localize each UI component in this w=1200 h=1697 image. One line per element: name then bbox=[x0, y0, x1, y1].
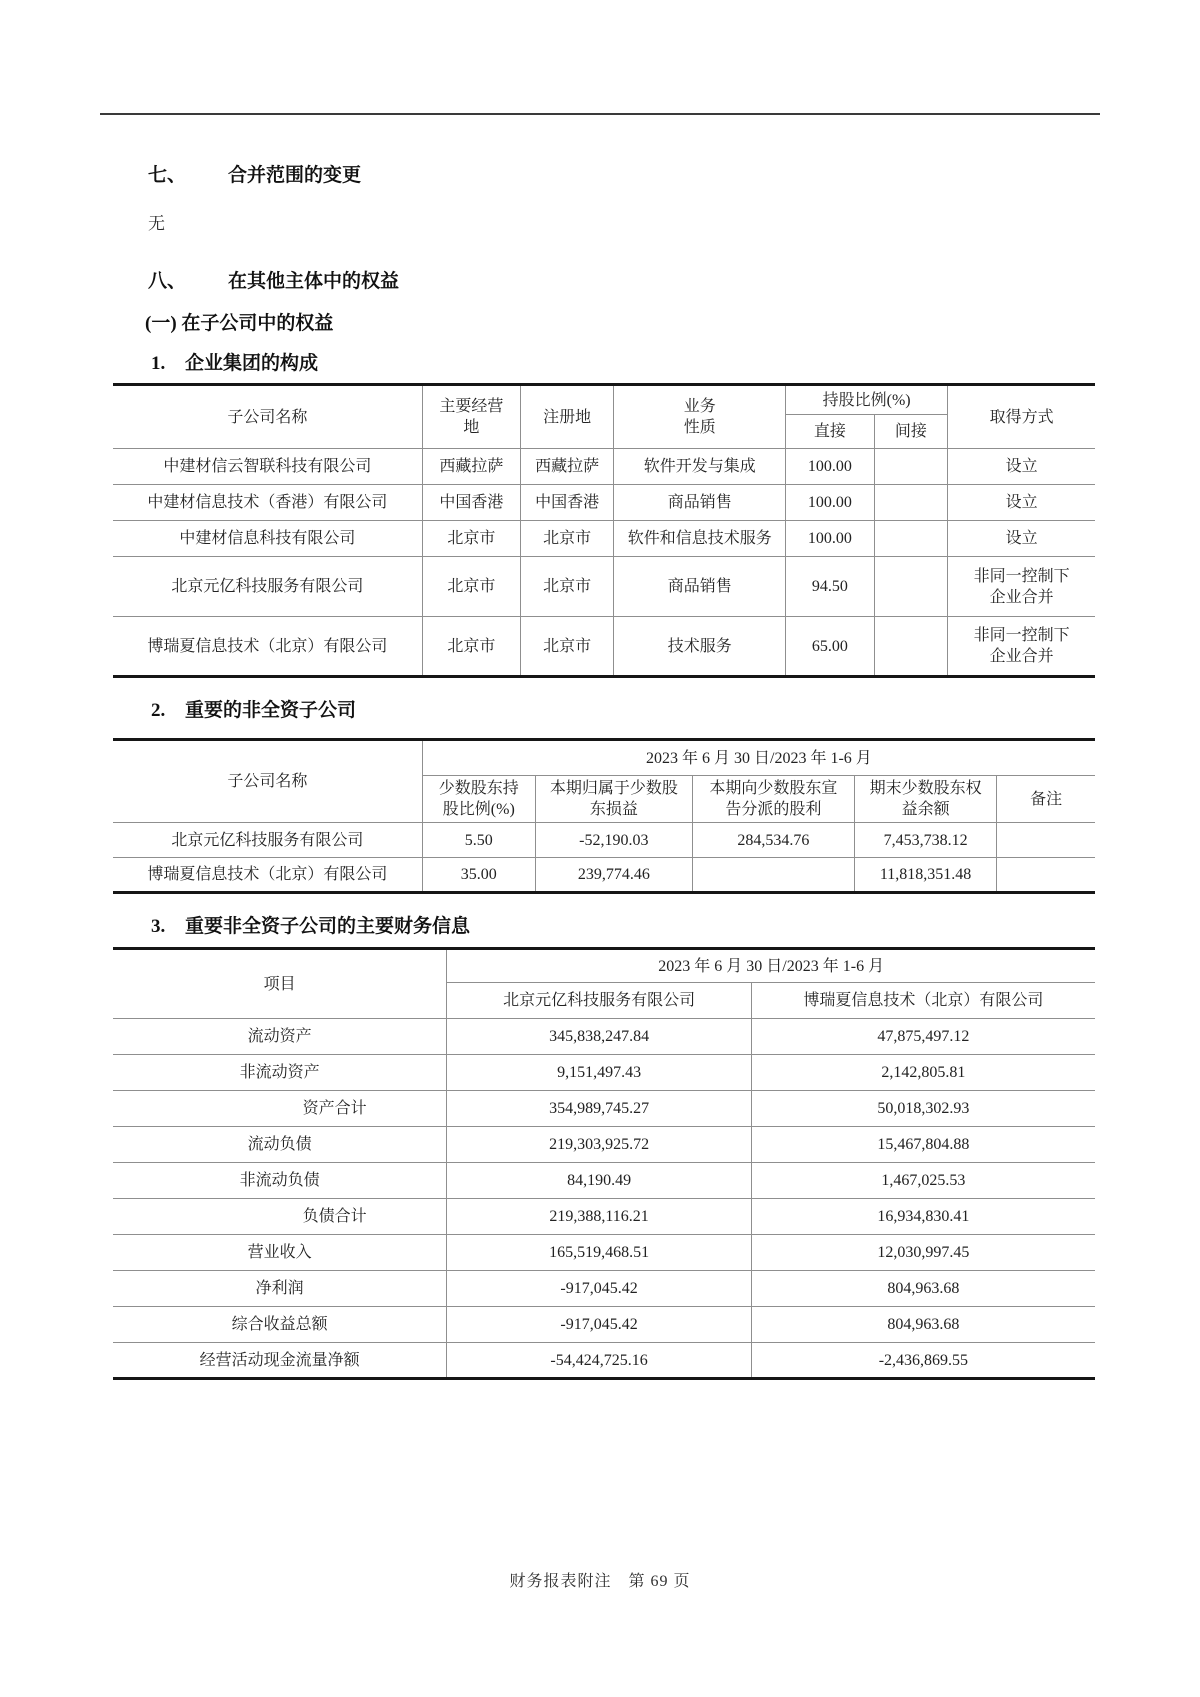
table-row-subtotal bbox=[113, 1091, 1095, 1127]
document-page bbox=[113, 0, 1095, 1380]
table-row bbox=[113, 858, 1095, 893]
item-1-heading bbox=[151, 351, 1095, 377]
cell-item: 非流动负债 bbox=[113, 1163, 447, 1199]
col-header-minority-pl: 本期归属于少数股东损益 bbox=[535, 776, 692, 823]
cell-business: 技术服务 bbox=[614, 617, 786, 677]
table-row bbox=[113, 1055, 1095, 1091]
cell-indirect bbox=[874, 449, 948, 485]
table-row bbox=[113, 557, 1095, 617]
cell-item: 净利润 bbox=[113, 1271, 447, 1307]
table-row bbox=[113, 617, 1095, 677]
cell-acquisition: 设立 bbox=[948, 485, 1095, 521]
cell-item: 流动负债 bbox=[113, 1127, 447, 1163]
cell-main-place: 北京市 bbox=[422, 617, 520, 677]
col-header-direct: 直接 bbox=[786, 415, 874, 449]
col-header-reg-place: 注册地 bbox=[521, 385, 614, 449]
cell-business: 商品销售 bbox=[614, 485, 786, 521]
item-2-title: 重要的非全资子公司 bbox=[185, 700, 357, 721]
cell-name: 博瑞夏信息技术（北京）有限公司 bbox=[113, 617, 422, 677]
table-row bbox=[113, 1163, 1095, 1199]
section-8-heading bbox=[148, 269, 1095, 295]
item-1-title: 企业集团的构成 bbox=[185, 353, 319, 374]
cell-dividend: 284,534.76 bbox=[692, 823, 854, 858]
cell-name: 北京元亿科技服务有限公司 bbox=[113, 823, 422, 858]
group-composition-table bbox=[113, 383, 1095, 678]
cell-item: 经营活动现金流量净额 bbox=[113, 1343, 447, 1379]
cell-company1-value: 345,838,247.84 bbox=[447, 1019, 751, 1055]
cell-direct: 65.00 bbox=[786, 617, 874, 677]
cell-item: 资产合计 bbox=[113, 1091, 447, 1127]
table-row bbox=[113, 823, 1095, 858]
cell-item: 非流动资产 bbox=[113, 1055, 447, 1091]
cell-ratio: 5.50 bbox=[422, 823, 535, 858]
subsidiaries-financials-table bbox=[113, 947, 1095, 1380]
cell-main-place: 北京市 bbox=[422, 521, 520, 557]
cell-business: 软件开发与集成 bbox=[614, 449, 786, 485]
section-7-body: 无 bbox=[148, 214, 165, 233]
cell-dividend bbox=[692, 858, 854, 893]
cell-main-place: 北京市 bbox=[422, 557, 520, 617]
cell-company2-value: -2,436,869.55 bbox=[751, 1343, 1095, 1379]
cell-reg-place: 北京市 bbox=[521, 557, 614, 617]
cell-direct: 100.00 bbox=[786, 485, 874, 521]
cell-company1-value: -917,045.42 bbox=[447, 1271, 751, 1307]
cell-company2-value: 2,142,805.81 bbox=[751, 1055, 1095, 1091]
cell-main-place: 西藏拉萨 bbox=[422, 449, 520, 485]
cell-main-place: 中国香港 bbox=[422, 485, 520, 521]
cell-business: 商品销售 bbox=[614, 557, 786, 617]
col-header-period: 2023 年 6 月 30 日/2023 年 1-6 月 bbox=[422, 740, 1095, 776]
cell-remark bbox=[997, 823, 1095, 858]
cell-name: 博瑞夏信息技术（北京）有限公司 bbox=[113, 858, 422, 893]
section-7-heading bbox=[148, 163, 1095, 189]
table-row bbox=[113, 1019, 1095, 1055]
cell-company1-value: 354,989,745.27 bbox=[447, 1091, 751, 1127]
cell-business: 软件和信息技术服务 bbox=[614, 521, 786, 557]
table-row bbox=[113, 1271, 1095, 1307]
cell-company1-value: -917,045.42 bbox=[447, 1307, 751, 1343]
cell-reg-place: 北京市 bbox=[521, 617, 614, 677]
section-7-title: 合并范围的变更 bbox=[228, 165, 362, 186]
col-header-shareholding: 持股比例(%) bbox=[786, 385, 948, 415]
cell-acquisition: 设立 bbox=[948, 521, 1095, 557]
cell-acquisition: 非同一控制下企业合并 bbox=[948, 617, 1095, 677]
cell-reg-place: 西藏拉萨 bbox=[521, 449, 614, 485]
cell-reg-place: 北京市 bbox=[521, 521, 614, 557]
section-8-title: 在其他主体中的权益 bbox=[228, 271, 400, 292]
page-footer: 财务报表附注 第 69 页 bbox=[509, 1573, 691, 1590]
table-row bbox=[113, 521, 1095, 557]
col-header-company2: 博瑞夏信息技术（北京）有限公司 bbox=[751, 983, 1095, 1019]
table-row bbox=[113, 485, 1095, 521]
cell-company1-value: 219,303,925.72 bbox=[447, 1127, 751, 1163]
cell-company1-value: 84,190.49 bbox=[447, 1163, 751, 1199]
col-header-main-place: 主要经营地 bbox=[422, 385, 520, 449]
cell-reg-place: 中国香港 bbox=[521, 485, 614, 521]
cell-item: 负债合计 bbox=[113, 1199, 447, 1235]
cell-remark bbox=[997, 858, 1095, 893]
cell-item: 营业收入 bbox=[113, 1235, 447, 1271]
cell-indirect bbox=[874, 557, 948, 617]
col-header-subsidiary-name: 子公司名称 bbox=[113, 740, 422, 823]
table-row-subtotal bbox=[113, 1199, 1095, 1235]
item-3-title: 重要非全资子公司的主要财务信息 bbox=[185, 916, 471, 937]
col-header-business: 业务性质 bbox=[614, 385, 786, 449]
table-row bbox=[113, 449, 1095, 485]
cell-company1-value: 219,388,116.21 bbox=[447, 1199, 751, 1235]
cell-acquisition: 非同一控制下企业合并 bbox=[948, 557, 1095, 617]
cell-company2-value: 1,467,025.53 bbox=[751, 1163, 1095, 1199]
cell-name: 中建材信息技术（香港）有限公司 bbox=[113, 485, 422, 521]
cell-indirect bbox=[874, 617, 948, 677]
subsection-1-heading: (一) 在子公司中的权益 bbox=[145, 313, 334, 334]
col-header-minority-ratio: 少数股东持股比例(%) bbox=[422, 776, 535, 823]
cell-company1-value: 165,519,468.51 bbox=[447, 1235, 751, 1271]
cell-company1-value: -54,424,725.16 bbox=[447, 1343, 751, 1379]
cell-name: 中建材信云智联科技有限公司 bbox=[113, 449, 422, 485]
cell-pl: 239,774.46 bbox=[535, 858, 692, 893]
cell-pl: -52,190.03 bbox=[535, 823, 692, 858]
cell-acquisition: 设立 bbox=[948, 449, 1095, 485]
cell-direct: 100.00 bbox=[786, 521, 874, 557]
col-header-company1: 北京元亿科技服务有限公司 bbox=[447, 983, 751, 1019]
cell-direct: 94.50 bbox=[786, 557, 874, 617]
item-3-number: 3. bbox=[151, 916, 166, 937]
cell-name: 北京元亿科技服务有限公司 bbox=[113, 557, 422, 617]
table-row bbox=[113, 1307, 1095, 1343]
table-row bbox=[113, 1235, 1095, 1271]
cell-company2-value: 47,875,497.12 bbox=[751, 1019, 1095, 1055]
col-header-indirect: 间接 bbox=[874, 415, 948, 449]
col-header-remark: 备注 bbox=[997, 776, 1095, 823]
col-header-subsidiary-name: 子公司名称 bbox=[113, 385, 422, 449]
cell-company1-value: 9,151,497.43 bbox=[447, 1055, 751, 1091]
item-1-number: 1. bbox=[151, 353, 166, 374]
cell-indirect bbox=[874, 521, 948, 557]
col-header-period: 2023 年 6 月 30 日/2023 年 1-6 月 bbox=[447, 949, 1095, 983]
cell-name: 中建材信息科技有限公司 bbox=[113, 521, 422, 557]
table-row bbox=[113, 1343, 1095, 1379]
cell-company2-value: 50,018,302.93 bbox=[751, 1091, 1095, 1127]
cell-equity: 11,818,351.48 bbox=[854, 858, 996, 893]
col-header-minority-dividend: 本期向少数股东宣告分派的股利 bbox=[692, 776, 854, 823]
section-8-number: 八、 bbox=[148, 271, 187, 292]
cell-ratio: 35.00 bbox=[422, 858, 535, 893]
item-2-heading bbox=[151, 698, 1095, 724]
table-header-row bbox=[113, 740, 1095, 776]
item-3-heading bbox=[151, 914, 1095, 940]
cell-item: 综合收益总额 bbox=[113, 1307, 447, 1343]
table-header-row bbox=[113, 385, 1095, 415]
cell-direct: 100.00 bbox=[786, 449, 874, 485]
cell-company2-value: 804,963.68 bbox=[751, 1307, 1095, 1343]
cell-company2-value: 15,467,804.88 bbox=[751, 1127, 1095, 1163]
cell-item: 流动资产 bbox=[113, 1019, 447, 1055]
cell-company2-value: 16,934,830.41 bbox=[751, 1199, 1095, 1235]
table-row bbox=[113, 1127, 1095, 1163]
cell-equity: 7,453,738.12 bbox=[854, 823, 996, 858]
table-header-row bbox=[113, 949, 1095, 983]
col-header-acquisition: 取得方式 bbox=[948, 385, 1095, 449]
cell-company2-value: 12,030,997.45 bbox=[751, 1235, 1095, 1271]
item-2-number: 2. bbox=[151, 700, 166, 721]
cell-company2-value: 804,963.68 bbox=[751, 1271, 1095, 1307]
cell-indirect bbox=[874, 485, 948, 521]
col-header-item: 项目 bbox=[113, 949, 447, 1019]
non-wholly-owned-subsidiaries-table bbox=[113, 738, 1095, 894]
col-header-minority-equity: 期末少数股东权益余额 bbox=[854, 776, 996, 823]
section-7-number: 七、 bbox=[148, 165, 187, 186]
